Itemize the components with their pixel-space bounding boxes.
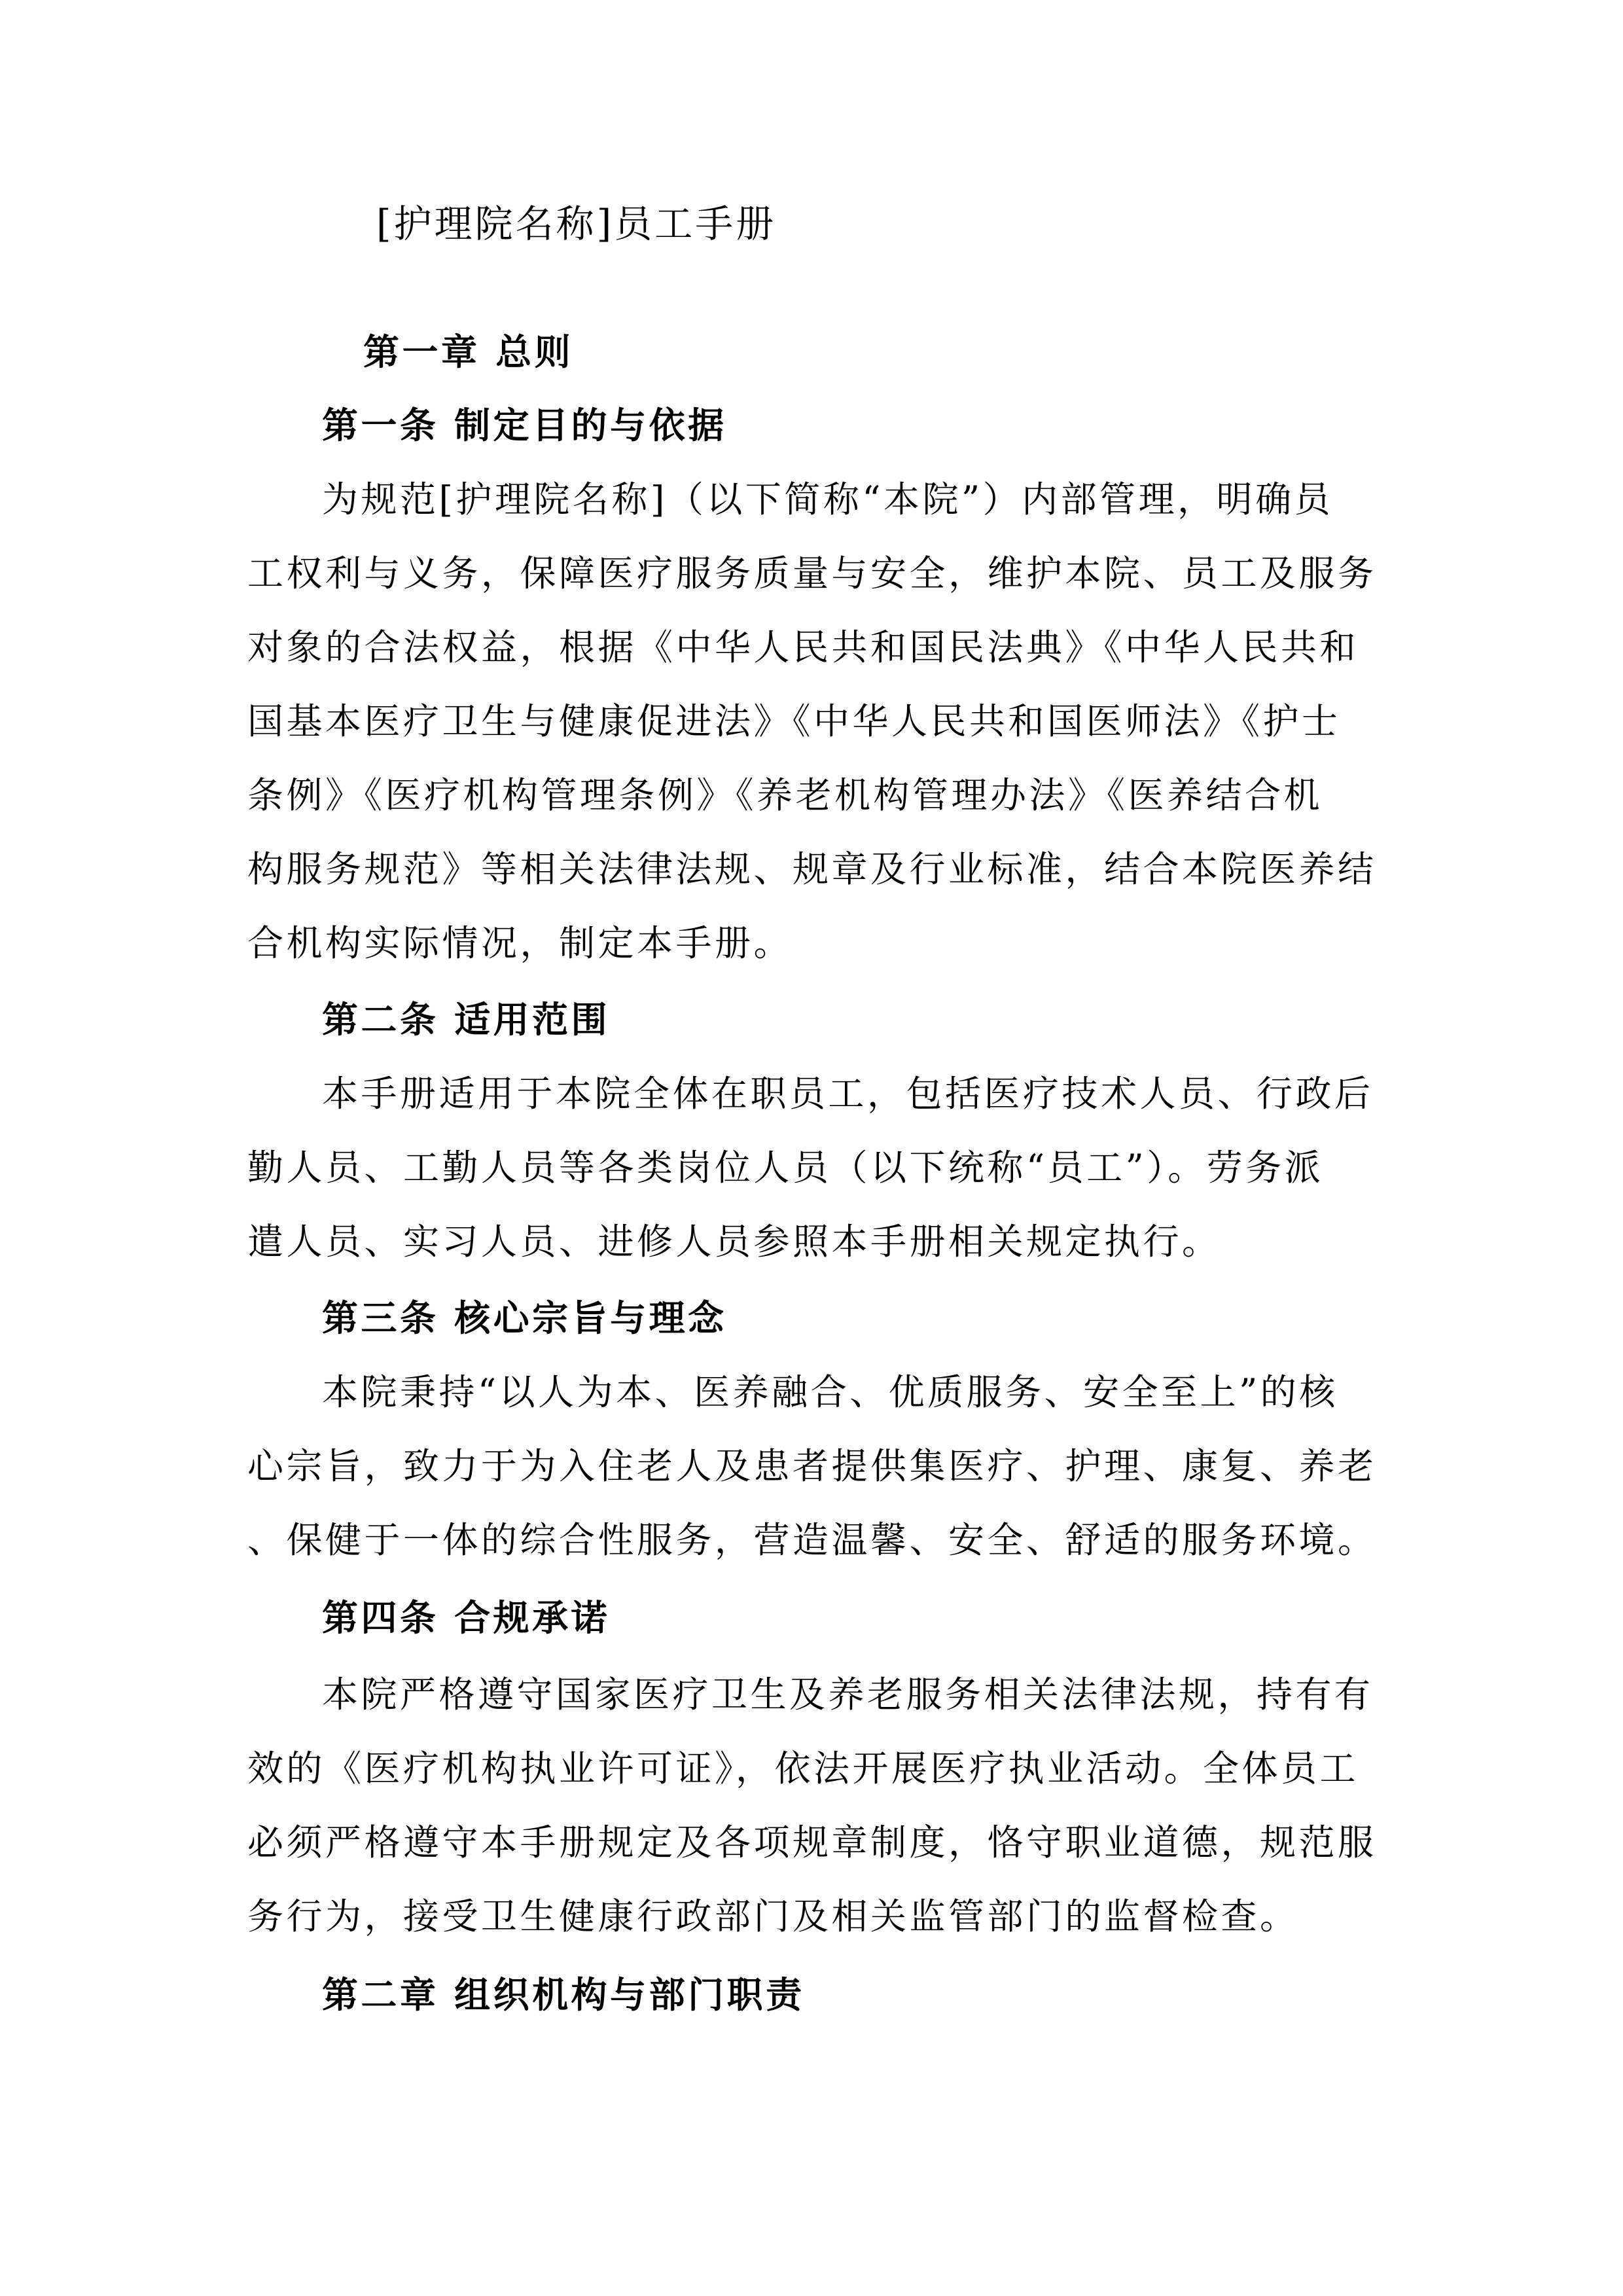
paragraph-line: 遣人员、实习人员、进修人员参照本手册相关规定执行。: [247, 1221, 1221, 1263]
paragraph-line: 本院严格遵守国家医疗卫生及养老服务相关法律法规，持有有: [322, 1674, 1374, 1715]
paragraph-line: 心宗旨，致力于为入住老人及患者提供集医疗、护理、康复、养老: [247, 1445, 1377, 1487]
document-title: [护理院名称]员工手册: [376, 202, 777, 246]
paragraph-line: 务行为，接受卫生健康行政部门及相关监管部门的监督检查。: [247, 1895, 1299, 1937]
chapter-heading: 第二章 组织机构与部门职责: [322, 1974, 805, 2016]
paragraph-line: 国基本医疗卫生与健康促进法》《中华人民共和国医师法》《护士: [247, 700, 1341, 742]
paragraph-line: 对象的合法权益，根据《中华人民共和国民法典》《中华人民共和: [247, 626, 1359, 668]
article-heading: 第三条 核心宗旨与理念: [322, 1297, 727, 1339]
paragraph-line: 构服务规范》等相关法律法规、规章及行业标准，结合本院医养结: [247, 848, 1377, 890]
paragraph-line: 为规范[护理院名称]（以下简称“本院”）内部管理，明确员: [322, 478, 1334, 520]
chapter-heading: 第一章 总则: [363, 331, 574, 373]
paragraph-line: 工权利与义务，保障医疗服务质量与安全，维护本院、员工及服务: [247, 552, 1377, 594]
article-heading: 第一条 制定目的与依据: [322, 404, 727, 446]
paragraph-line: 本院秉持“以人为本、医养融合、优质服务、安全至上”的核: [322, 1371, 1338, 1413]
article-heading: 第二条 适用范围: [322, 999, 611, 1041]
paragraph-line: 、保健于一体的综合性服务，营造温馨、安全、舒适的服务环境。: [247, 1519, 1377, 1561]
paragraph-line: 勤人员、工勤人员等各类岗位人员（以下统称“员工”）。劳务派: [247, 1147, 1324, 1189]
paragraph-line: 合机构实际情况，制定本手册。: [247, 922, 793, 964]
paragraph-line: 效的《医疗机构执业许可证》，依法开展医疗执业活动。全体员工: [247, 1748, 1359, 1789]
paragraph-line: 条例》《医疗机构管理条例》《养老机构管理办法》《医养结合机: [247, 774, 1323, 816]
article-heading: 第四条 合规承诺: [322, 1597, 611, 1639]
paragraph-line: 必须严格遵守本手册规定及各项规章制度，恪守职业道德，规范服: [247, 1821, 1377, 1863]
paragraph-line: 本手册适用于本院全体在职员工，包括医疗技术人员、行政后: [322, 1073, 1374, 1115]
